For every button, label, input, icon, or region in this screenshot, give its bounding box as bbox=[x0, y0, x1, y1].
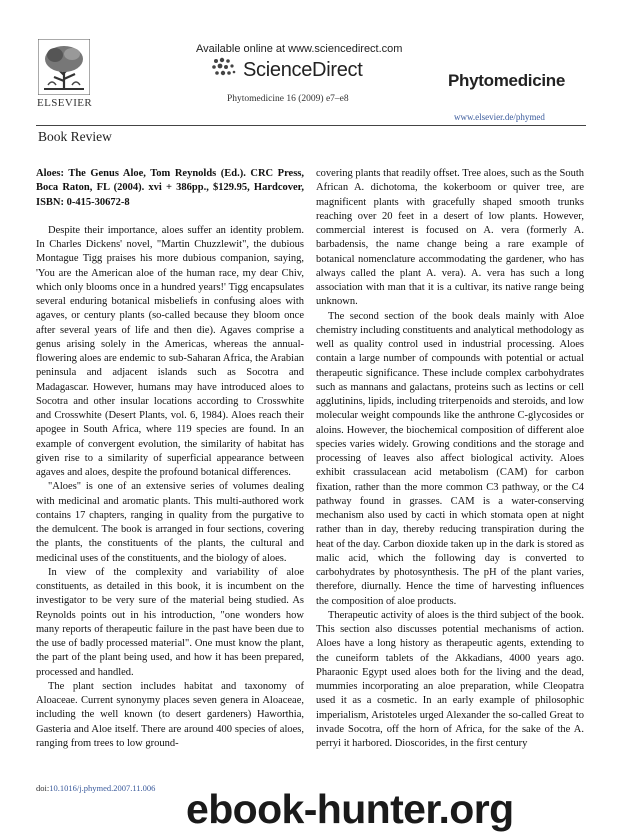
paragraph: In view of the complexity and variability of aloe constituents, as detailed in this book, it is incumbent on the investigator to be very sure of the material being studied. As Reynolds points out in his introduction, "one wonders how many reports of therapeutic failure in the past have been due to the use of badly processed material". One must know the plant, the part of the plant being used, and how it has been prepared, processed and handled. bbox=[36, 566, 304, 678]
sciencedirect-wordmark: ScienceDirect bbox=[243, 59, 363, 81]
elsevier-tree-logo bbox=[38, 39, 90, 95]
left-column bbox=[36, 167, 304, 751]
right-column bbox=[316, 167, 584, 751]
review-heading: Aloes: The Genus Aloe, Tom Reynolds (Ed.). CRC Press, Boca Raton, FL (2004). xvi + 386pp., $129.95, Hardcover, ISBN: 0-415-30672-8 bbox=[36, 168, 304, 208]
paragraph: The second section of the book deals mainly with Aloe chemistry including constituents and analytical methodology as well as quality control used in industrial processing. Aloes contain a large number of compounds with potential or actual therapeutic significance. These include complex carbohydrates such as mannans and galactans, proteins such as lectins or cell agglutinins, lipids, including triterpenoids and steroids, and low molecular weight compounds like the anthrone C-glycosides or aloins. However, the biochemical composition of different aloe species varies widely. Growing conditions and the storage and processing of leaves also affect biological activity. Aloes exhibit crassulacean acid metabolism (CAM) for carbon fixation, rather than the more common C3 pathway, or the C4 pathway found in grasses. CAM is a water-conserving mechanism also used by cacti in which stomata open at night rather than in day, thereby reducing transpiration during the heat of the day. Carbon dioxide taken up in the dark is stored as malic acid, which the following day is converted to carbohydrates by photosynthesis. The pH of the plant varies, therefore, diurnally. Hence the time of harvesting influences the composition of aloe products. bbox=[316, 310, 584, 607]
header-divider bbox=[36, 125, 586, 126]
paragraph: Therapeutic activity of aloes is the third subject of the book. This section also discusses potential mechanisms of action. Aloes have a long history as therapeutic agents, extending to the cuneiform tablets of the Akkadians, 4000 years ago. Pharaonic Egypt used aloes both for the living and the dead, mummies incorporating an aloe preparation, while Cleopatra used it as a cosmetic. In an early example of philosophic imperialism, Aristoteles urged Alexander the so-called Great to invade Socotra, off the horn of Africa, for the sake of the A. perryi it harbored. Dioscorides, in the first century bbox=[316, 609, 584, 749]
section-title: Book Review bbox=[38, 129, 112, 144]
journal-url-link[interactable]: www.elsevier.de/phymed bbox=[454, 112, 545, 122]
paragraph: The plant section includes habitat and taxonomy of Aloaceae. Current synonymy places seven genera in Aloaceae, including the well known (to desert gardeners) Haworthia, Gasteria and Aloe itself. There are around 400 species of aloes, ranging from trees to low ground- bbox=[36, 680, 304, 749]
journal-citation: Phytomedicine 16 (2009) e7–e8 bbox=[227, 94, 349, 104]
publisher-name: ELSEVIER bbox=[37, 97, 93, 109]
watermark: ebook-hunter.org bbox=[186, 786, 514, 832]
journal-title: Phytomedicine bbox=[448, 71, 566, 90]
doi-link[interactable]: 10.1016/j.phymed.2007.11.006 bbox=[49, 783, 156, 793]
available-online-text: Available online at www.sciencedirect.com bbox=[196, 43, 403, 55]
paragraph-continuation: covering plants that readily offset. Tree aloes, such as the South African A. dichotoma, the kokerboom or quiver tree, are magnificent plants with gracefully shaped smooth trunks reaching over 20 feet in a desert of low plants. However, commercial interest is focused on A. vera (formerly A. barbadensis, the name change being a rare example of botanical nomenclature accommodating the gardener, who has always called the plant A. vera). A. vera has such a long association with man that it is a cultivar, its native range being unknown. bbox=[316, 168, 584, 308]
paragraph: Despite their importance, aloes suffer an identity problem. In Charles Dickens' novel, "Martin Chuzzlewit", the dubious Montague Tigg praises his more dubious companion, saying, 'You are the American aloe of the human race, my dear Chiv, which only blooms once in a hundred years!' Tigg encapsulates several enduring botanical misbeliefs in confusing aloes with agaves, or century plants (so-called because they bloom once after several years of life and then die). Agaves comprise a genus arising solely in the Americas, whereas the annual-flowering aloes are endemic to sub-Saharan Africa, the Arabian peninsula and adjacent islands such as Socotra and Madagascar. However, humans may have introduced aloes to Socotra and other insular locations according to Crosswhite and Crosswhite (Desert Plants, vol. 6, 1984). Aloes reach their apogee in South Africa, where 119 species are found. In an example of convergent evolution, the similarity of habitat has given rise to a similarity of superficial appearance between agaves and aloes, despite the profound botanical differences. bbox=[36, 224, 304, 478]
doi-line bbox=[36, 783, 155, 793]
doi-prefix: doi: bbox=[36, 783, 50, 793]
sciencedirect-logo-icon bbox=[210, 57, 238, 79]
paragraph: "Aloes" is one of an extensive series of volumes dealing with medicinal and aromatic plants. This multi-authored work contains 17 chapters, ranging in quality from the purgative to the demulcent. The book is arranged in four sections, covering the plants, the constituents of the plants, the cultural and medicinal uses of the constituents, and the biology of aloes. bbox=[36, 481, 304, 564]
